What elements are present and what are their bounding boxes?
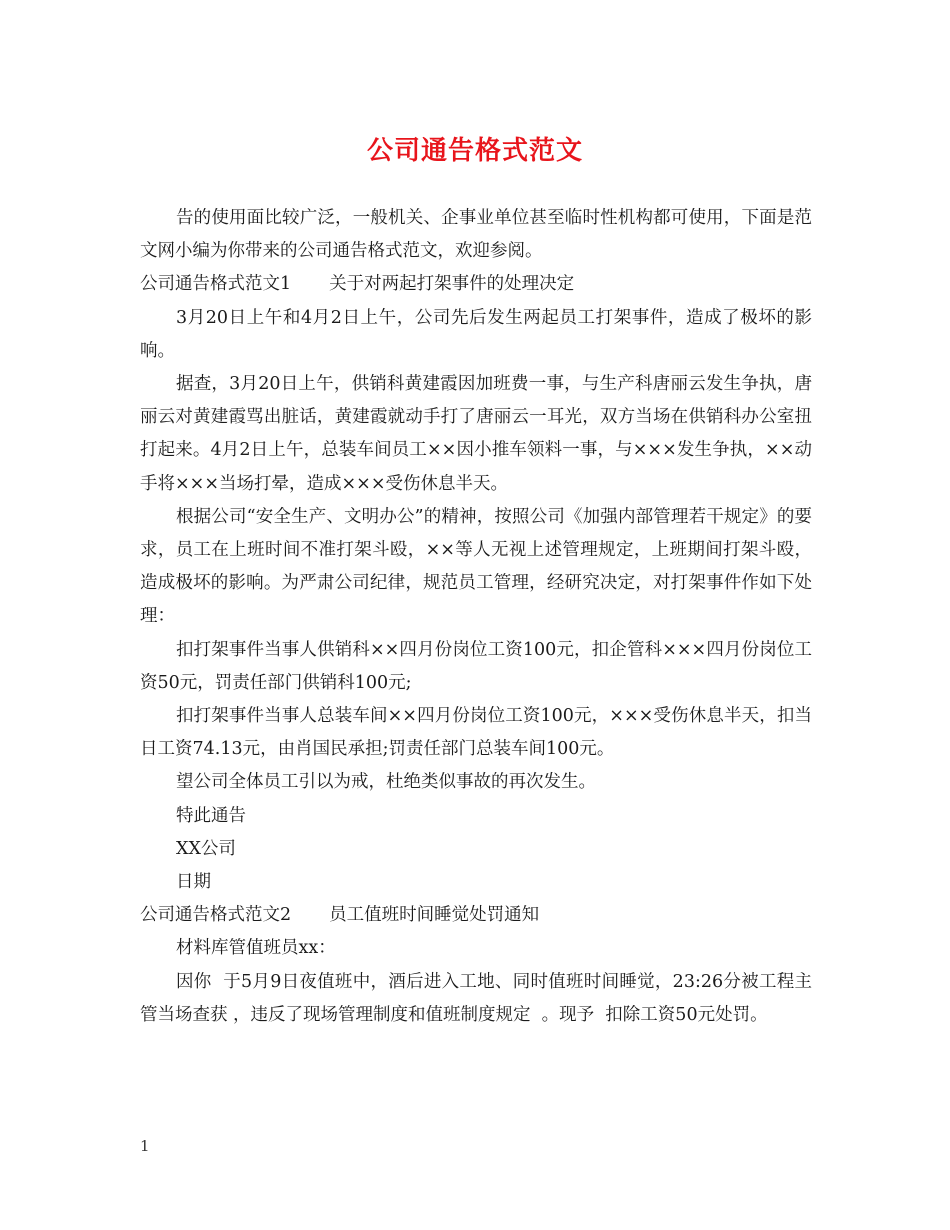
paragraph-date: 日期	[176, 872, 211, 893]
paragraph-investigation: 据查，3月20日上午，供销科黄建霞因加班费一事，与生产科唐丽云发生争执，唐丽云对黄建霞骂出脏话，黄建霞就动手打了唐丽云一耳光，双方当场在供销科办公室扭打起来。4月2日上午，总装车间员工××因小推车领料一事，与×××发生争执，××动手将×××当场打晕，造成×××受伤休息半天。	[140, 374, 812, 494]
section-topic-1: 关于对两起打架事件的处理决定	[329, 274, 575, 295]
section-label-2: 公司通告格式范文2	[140, 905, 292, 926]
paragraph-penalty-2: 扣打架事件当事人总装车间××四月份岗位工资100元，×××受伤休息半天，扣当日工资74.13元，由肖国民承担;罚责任部门总装车间100元。	[140, 706, 812, 760]
paragraph-sleep-penalty: 因你 于5月9日夜值班中，酒后进入工地、同时值班时间睡觉，23:26分被工程主管当场查获 ，违反了现场管理制度和值班制度规定 。现予 扣除工资50元处罚。	[140, 971, 812, 1025]
section-topic-2: 员工值班时间睡觉处罚通知	[329, 905, 540, 926]
page-number: 1	[140, 1137, 150, 1155]
intro-paragraph: 告的使用面比较广泛，一般机关、企事业单位甚至临时性机构都可使用，下面是范文网小编为你带来的公司通告格式范文，欢迎参阅。	[140, 208, 812, 262]
section-heading-2	[140, 899, 812, 932]
paragraph-notice-closing: 特此通告	[176, 805, 246, 826]
paragraph-penalty-1: 扣打架事件当事人供销科××四月份岗位工资100元，扣企管科×××四月份岗位工资50元，罚责任部门供销科100元;	[140, 639, 812, 693]
section-label-1: 公司通告格式范文1	[140, 274, 292, 295]
paragraph-company-name: XX公司	[176, 838, 236, 859]
section-heading-1	[140, 268, 812, 301]
document-title: 公司通告格式范文	[366, 136, 583, 166]
paragraph-addressee: 材料库管值班员xx：	[176, 938, 336, 959]
paragraph-decision: 根据公司“安全生产、文明办公”的精神，按照公司《加强内部管理若干规定》的要求，员工在上班时间不准打架斗殴，××等人无视上述管理规定，上班期间打架斗殴，造成极坏的影响。为严肃公司纪律，规范员工管理，经研究决定，对打架事件作如下处理：	[140, 506, 812, 627]
document-body	[140, 202, 812, 1032]
paragraph-warning: 望公司全体员工引以为戒，杜绝类似事故的再次发生。	[176, 772, 596, 793]
paragraph-incident-summary: 3月20日上午和4月2日上午，公司先后发生两起员工打架事件，造成了极坏的影响。	[140, 307, 812, 361]
